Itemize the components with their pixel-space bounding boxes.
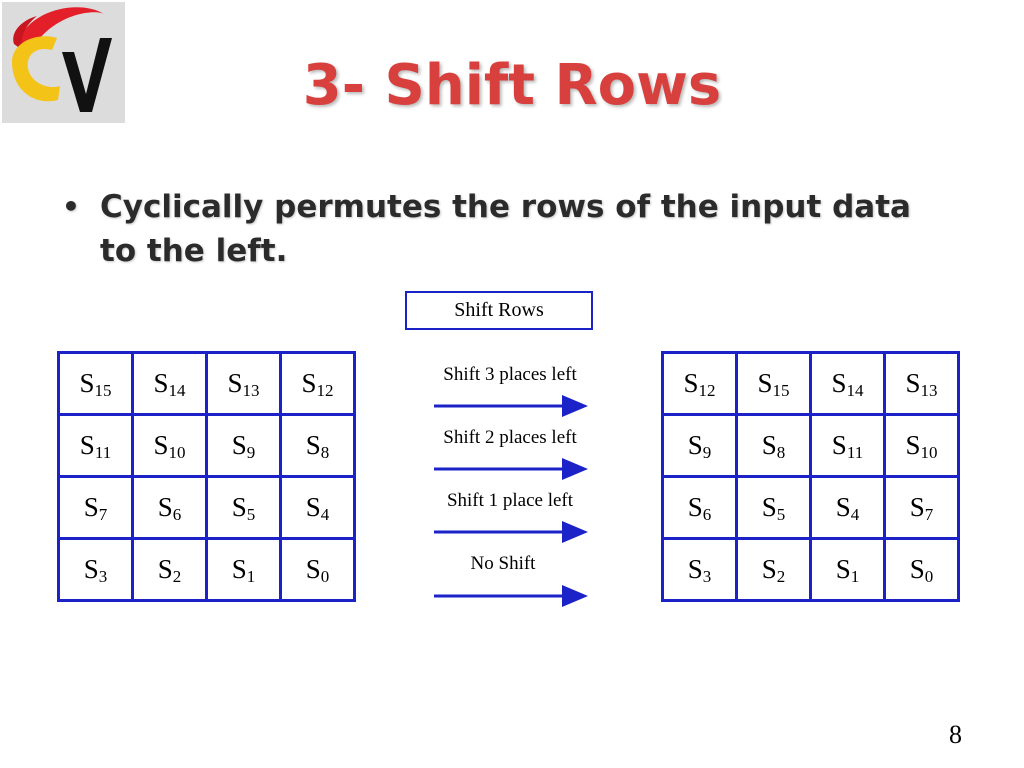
state-cell [59,477,133,539]
cell-letter: S [909,492,925,522]
right-arrow-icon [432,520,590,544]
cell-letter: S [305,554,321,584]
cell-index: 0 [924,567,934,586]
state-row [59,477,355,539]
state-cell [59,415,133,477]
state-row [663,353,959,415]
row-shift-label: Shift 3 places left [443,364,577,385]
cell-index: 12 [698,381,716,400]
cell-letter: S [227,368,243,398]
cell-index: 14 [168,381,186,400]
cell-letter: S [905,430,921,460]
cell-letter: S [231,430,247,460]
state-cell [811,539,885,601]
cell-letter: S [687,554,703,584]
state-cell [885,353,959,415]
cell-index: 9 [702,443,712,462]
cell-index: 1 [246,567,256,586]
output-state-grid [661,351,960,602]
cell-index: 8 [776,443,786,462]
right-arrow-icon [432,394,590,418]
state-cell [737,353,811,415]
state-cell [281,477,355,539]
cell-letter: S [687,430,703,460]
cell-index: 9 [246,443,256,462]
cell-letter: S [301,368,317,398]
state-cell [133,477,207,539]
state-row [59,415,355,477]
cell-letter: S [231,492,247,522]
state-cell [663,415,737,477]
cell-index: 11 [846,443,864,462]
slide-title: 3- Shift Rows [302,53,722,118]
state-cell [281,539,355,601]
row-shift-label: Shift 1 place left [446,490,574,511]
cell-index: 13 [920,381,938,400]
cell-letter: S [687,492,703,522]
bullet-text: Cyclically permutes the rows of the input data to the left. [100,189,911,269]
state-cell [663,353,737,415]
cell-letter: S [761,492,777,522]
cell-index: 3 [98,567,108,586]
state-cell [885,415,959,477]
cell-index: 4 [320,505,330,524]
cell-letter: S [157,492,173,522]
cell-letter: S [157,554,173,584]
state-cell [281,415,355,477]
cell-index: 1 [850,567,860,586]
state-cell [133,539,207,601]
cell-letter: S [79,368,95,398]
cell-index: 2 [776,567,786,586]
cell-letter: S [683,368,699,398]
state-cell [885,477,959,539]
cell-letter: S [79,430,95,460]
state-cell [133,415,207,477]
cell-letter: S [231,554,247,584]
right-arrow-icon [432,584,590,608]
cell-index: 8 [320,443,330,462]
state-cell [663,539,737,601]
state-row [663,477,959,539]
state-cell [811,353,885,415]
cell-index: 12 [316,381,334,400]
state-cell [207,415,281,477]
cell-letter: S [305,492,321,522]
state-row [59,539,355,601]
cell-index: 4 [850,505,860,524]
cell-letter: S [757,368,773,398]
row-shift-label: Shift 2 places left [443,427,577,448]
cell-letter: S [831,430,847,460]
cell-index: 11 [94,443,112,462]
cell-index: 3 [702,567,712,586]
state-cell [133,353,207,415]
right-arrow-icon [432,457,590,481]
state-cell [207,539,281,601]
shift-rows-box: Shift Rows [405,291,593,330]
state-cell [737,415,811,477]
state-cell [811,415,885,477]
cell-letter: S [153,368,169,398]
input-state-grid [57,351,356,602]
cell-letter: S [153,430,169,460]
cell-letter: S [305,430,321,460]
cell-index: 0 [320,567,330,586]
state-row [663,415,959,477]
cell-index: 6 [172,505,182,524]
state-cell [885,539,959,601]
cell-index: 15 [94,381,112,400]
cell-letter: S [905,368,921,398]
cell-index: 13 [242,381,260,400]
cell-index: 10 [168,443,186,462]
cell-letter: S [761,430,777,460]
cell-index: 6 [702,505,712,524]
row-shift-label: No Shift [470,553,536,574]
cell-letter: S [835,554,851,584]
state-cell [207,477,281,539]
cell-index: 2 [172,567,182,586]
cell-index: 15 [772,381,790,400]
cell-index: 14 [846,381,864,400]
bullet-dot-icon: • [62,190,80,223]
bullet-item [62,185,942,273]
page-number: 8 [949,720,962,749]
state-cell [59,353,133,415]
state-row [663,539,959,601]
bullet-list [62,185,942,273]
state-cell [281,353,355,415]
state-cell [207,353,281,415]
state-cell [737,477,811,539]
state-cell [737,539,811,601]
cell-letter: S [83,492,99,522]
cell-index: 5 [246,505,256,524]
cell-letter: S [831,368,847,398]
cell-index: 5 [776,505,786,524]
cell-index: 10 [920,443,938,462]
cell-letter: S [835,492,851,522]
cell-index: 7 [98,505,108,524]
state-row [59,353,355,415]
state-cell [663,477,737,539]
state-cell [811,477,885,539]
cell-letter: S [761,554,777,584]
cell-letter: S [909,554,925,584]
cell-index: 7 [924,505,934,524]
state-cell [59,539,133,601]
cell-letter: S [83,554,99,584]
